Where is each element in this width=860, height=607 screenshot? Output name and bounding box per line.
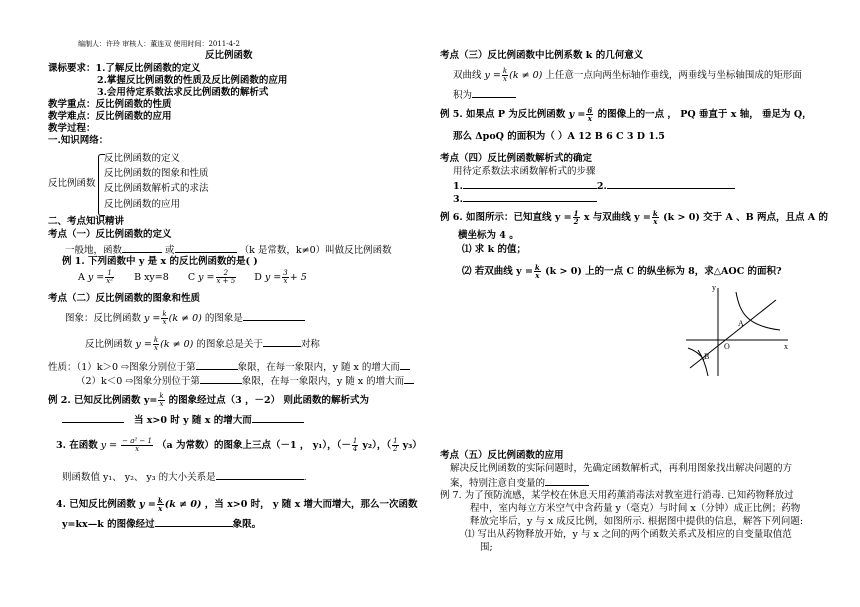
property-k-positive: 性质：（1）k＞0 ⇨图象分别位于第 象限，在每一象限内，y 随 x 的增大而 bbox=[48, 360, 410, 374]
example-4: 4. 已知反比例函数 y = $\frac{k}{x}$ (k ≠ 0) ，当 x>0 时， y 随 x 增大而增大，那么一次函数 bbox=[56, 496, 418, 513]
point-b-label: B bbox=[704, 352, 710, 361]
kp3-statement: 双曲线 y = $\frac{k}{x}$ (k ≠ 0) 上任意一点向两坐标轴作垂线，两垂线与坐标轴围成的矩形面 bbox=[453, 67, 802, 83]
example-3: 3. 在函数 y = $\frac{\text{− a² − 1}}{x}$ （a 为常数）的图象上三点（－1 ， y₁），（－ $\frac{1}{4}$ y₂），（ $\frac{1}{2}$ y₃） bbox=[56, 437, 422, 453]
header-meta: 编制人：许玲 审核人：董连双 使用时间：2011-4-2 bbox=[78, 40, 240, 48]
example-4-line: y=kx—k 的图像经过 象限。 bbox=[62, 519, 262, 530]
kp3-heading: 考点（三）反比例函数中比例系数 k 的几何意义 bbox=[440, 50, 644, 61]
example-6-q1: ⑴ 求 k 的值； bbox=[462, 244, 527, 255]
kp3-area: 积为 bbox=[453, 88, 516, 102]
y-axis-label: y bbox=[712, 283, 716, 292]
requirement-2: 2.掌握反比例函数的性质及反比例函数的应用 bbox=[97, 75, 288, 86]
kp1-heading: 考点（一）反比例函数的定义 bbox=[48, 229, 172, 240]
example-6-graph bbox=[676, 280, 796, 380]
example-5-options: 那么 ΔpoQ 的面积为（ ）A 12 B 6 C 3 D 1.5 bbox=[453, 131, 665, 142]
teaching-difficulty: 教学难点：反比例函数的应用 bbox=[48, 111, 172, 122]
example-1: 例 1. 下列函数中 y 是 x 的反比例函数的是( ) bbox=[62, 256, 258, 267]
example-2: 例 2. 已知反比例函数 y= $\frac{k}{x}$ 的图象经过点（3 ，－2） 则此函数的解析式为 bbox=[48, 392, 369, 408]
section-2-heading: 二、考点知识精讲 bbox=[48, 216, 125, 227]
example-1-options: A y = $\frac{1}{\text{x²}}$ B xy=8 C y = $\frac{2}{x + 5}$ D y = $\frac{3}{x}$ + 5 bbox=[78, 269, 307, 285]
kp5-text-2: 案，特别注意自变量的 bbox=[450, 476, 589, 490]
property-k-negative: （2）k＜0 ⇨图象分别位于第 象限，在每一象限内，y 随 x 的增大而 bbox=[76, 374, 414, 388]
example-7-line-1: 例 7. 为了预防流感，某学校在休息天用药薰消毒法对教室进行消毒. 已知药物释放过 bbox=[440, 490, 794, 501]
example-7-q1-cont: 围; bbox=[480, 542, 493, 553]
kp4-steps-1-2: 1. 2. bbox=[453, 179, 735, 193]
kp5-text-1: 解决反比例函数的实际问题时，先确定函数解析式，再利用图象找出解决问题的方 bbox=[450, 463, 793, 474]
example-5: 例 5. 如果点 P 为反比例函数 y = $\frac{6}{x}$ 的图像上的一点 ， PQ 垂直于 x 轴， 垂足为 Q， bbox=[440, 106, 812, 123]
kp2-heading: 考点（二）反比例函数的图象和性质 bbox=[48, 293, 201, 304]
network-root-label: 反比例函数 bbox=[48, 178, 96, 189]
example-6-given: 横坐标为 4 。 bbox=[458, 230, 519, 241]
kp2-symmetry: 反比例函数 y = $\frac{k}{x}$ (k ≠ 0) 的图象总是关于 对称 bbox=[85, 336, 320, 352]
example-2-monotonic: 当 x>0 时 y 随 x 的增大而 bbox=[62, 413, 304, 427]
origin-label: O bbox=[724, 342, 730, 351]
page-title: 反比例函数 bbox=[205, 50, 253, 61]
knowledge-network-heading: 一.知识网络： bbox=[48, 135, 109, 146]
requirement-1: 课标要求：1.了解反比例函数的定义 bbox=[48, 63, 201, 74]
example-7-line-2: 程中，室内每立方米空气中含药量 y（毫克）与时间 x（分钟）成正比例；药物 bbox=[470, 503, 801, 514]
kp4-step-3: 3. bbox=[453, 192, 597, 206]
example-7-line-3: 释放完毕后，y 与 x 成反比例，如图所示. 根据图中提供的信息，解答下列问题: bbox=[470, 516, 804, 527]
x-axis-label: x bbox=[784, 342, 788, 351]
kp5-heading: 考点（五）反比例函数的应用 bbox=[440, 450, 564, 461]
example-6-q2: ⑵ 若双曲线 y = $\frac{k}{x}$ (k > 0) 上的一点 C 的纵坐标为 8，求△AOC 的面积? bbox=[462, 263, 782, 280]
example-7-q1: ⑴ 写出从药物释放开始，y 与 x 之间的两个函数关系式及相应的自变量取值范 bbox=[465, 529, 792, 540]
network-item-definition: 反比例函数的定义 bbox=[104, 153, 181, 164]
requirement-3: 3.会用待定系数法求反比例函数的解析式 bbox=[97, 87, 269, 98]
kp2-graph-shape: 图象：反比例函数 y = $\frac{k}{x}$ (k ≠ 0) 的图象是 bbox=[65, 311, 305, 326]
teaching-focus: 教学重点：反比例函数的性质 bbox=[48, 99, 172, 110]
example-3-compare: 则函数值 y₁、 y₂、 y₃ 的大小关系是 . bbox=[62, 472, 307, 483]
kp4-steps-heading: 用待定系数法求函数解析式的步骤 bbox=[453, 166, 596, 177]
teaching-process: 教学过程： bbox=[48, 123, 96, 134]
network-item-application: 反比例函数的应用 bbox=[104, 199, 181, 210]
network-item-graph: 反比例函数的图象和性质 bbox=[104, 168, 209, 179]
example-6: 例 6. 如图所示：已知直线 y = $\frac{1}{2}$ x 与双曲线 y = $\frac{k}{x}$ (k > 0) 交于 A 、B 两点，且点 A 的 bbox=[440, 209, 828, 226]
point-a-label: A bbox=[738, 319, 744, 328]
network-item-solving: 反比例函数解析式的求法 bbox=[104, 183, 209, 194]
kp1-definition: 一般地，函数 或 （k 是常数，k≠0）叫做反比例函数 bbox=[65, 245, 392, 256]
kp4-heading: 考点（四）反比例函数解析式的确定 bbox=[440, 153, 593, 164]
